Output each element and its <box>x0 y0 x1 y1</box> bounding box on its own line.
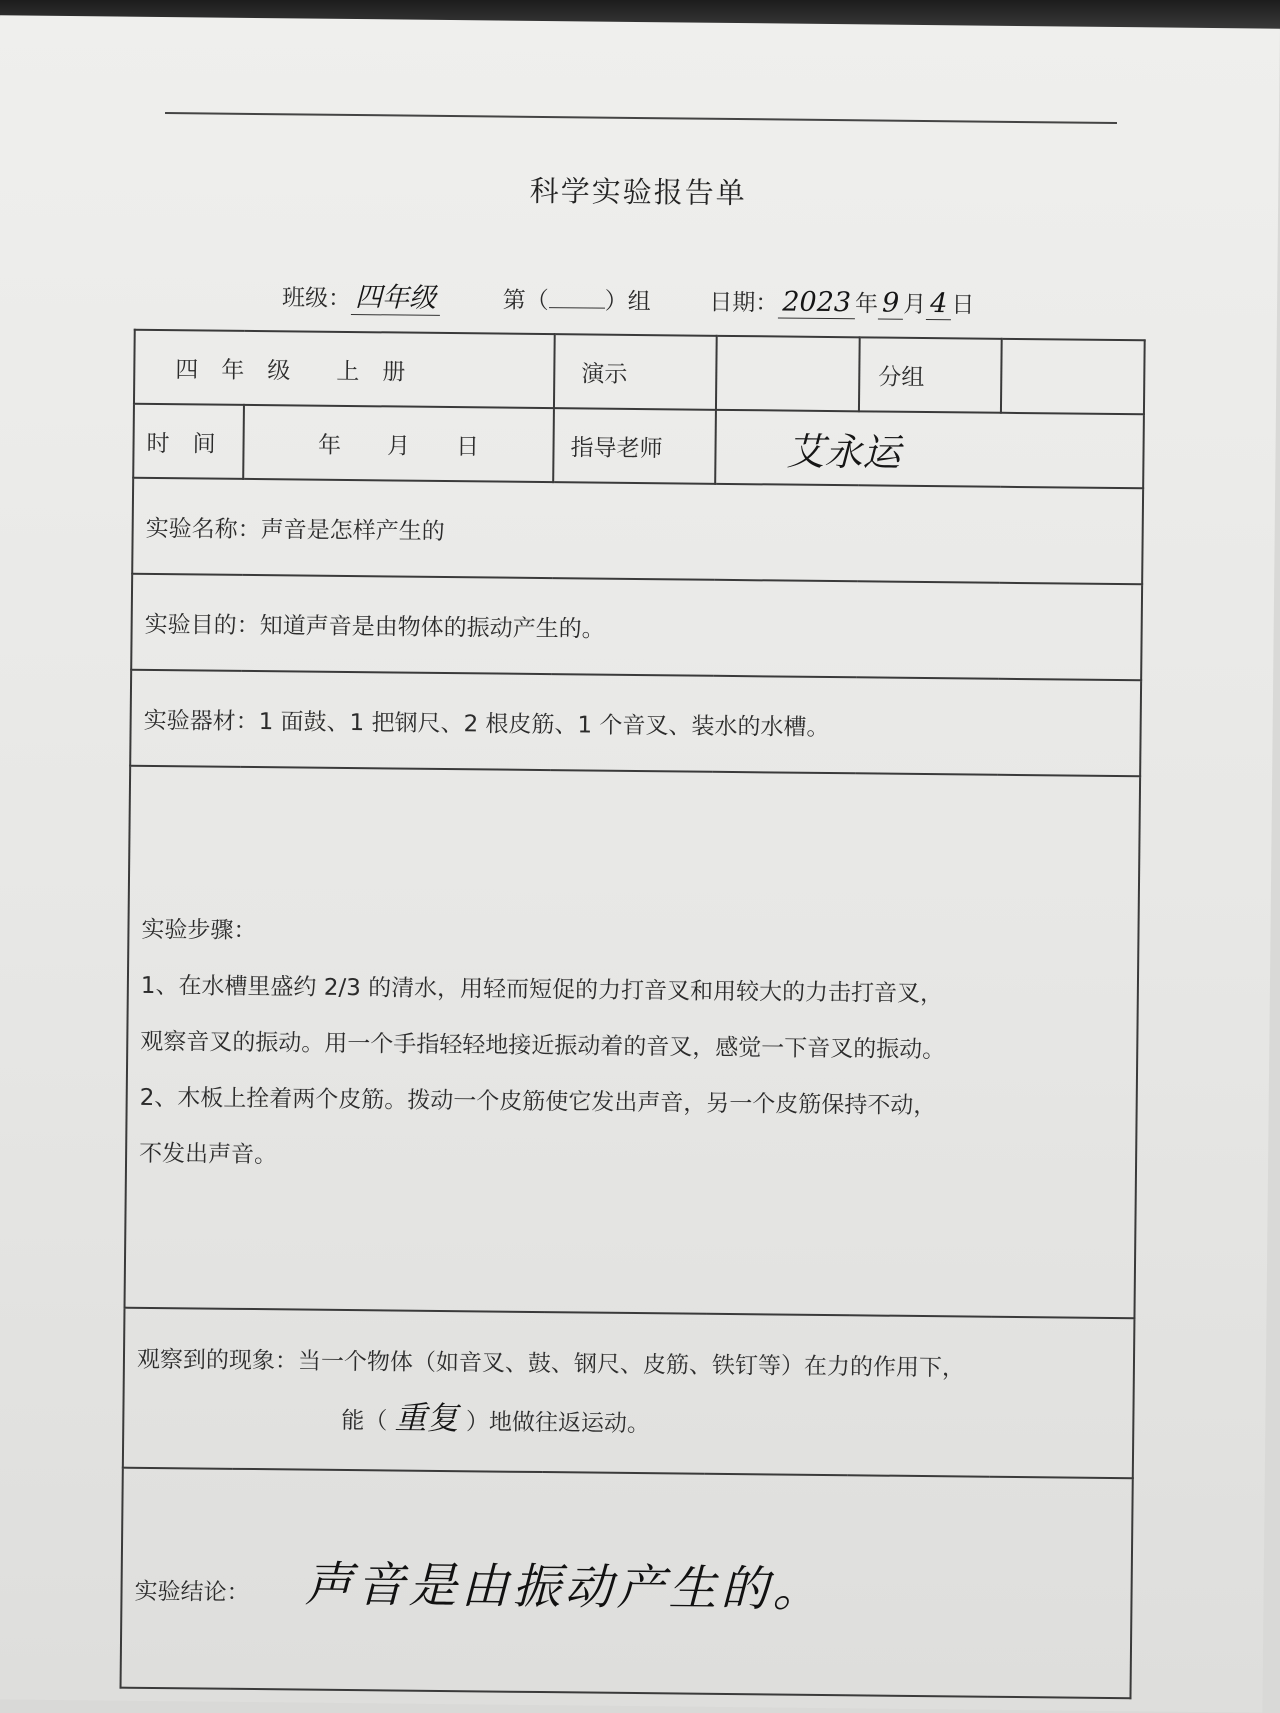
experiment-name-cell <box>132 478 1143 585</box>
observation-row <box>123 1308 1135 1479</box>
steps-label: 实验步骤： <box>141 916 257 945</box>
steps-row <box>125 766 1141 1319</box>
report-sheet <box>0 15 1280 1712</box>
conclusion-cell <box>121 1468 1133 1699</box>
conclusion-text: 声音是由振动产生的。 <box>304 1556 825 1618</box>
observation-suffix: ）地做往返运动。 <box>465 1408 651 1437</box>
group-number <box>549 307 605 309</box>
observation-answer: 重复 <box>394 1398 459 1437</box>
purpose-text: 知道声音是由物体的振动产生的。 <box>259 612 605 643</box>
observation-line2 <box>136 1389 1120 1445</box>
materials-text: 1 面鼓、1 把钢尺、2 根皮筋、1 个音叉、装水的水槽。 <box>258 708 830 741</box>
group-label: 分组 <box>859 337 1002 412</box>
conclusion-row <box>121 1468 1133 1699</box>
observation-prefix: 能（ <box>341 1407 388 1434</box>
step-line: 1、在水槽里盛约 2/3 的清水，用轻而短促的力打音叉和用较大的力击打音叉， <box>140 972 944 1008</box>
step-line: 2、木板上拴着两个皮筋。拨动一个皮筋使它发出声音，另一个皮筋保持不动， <box>139 1084 937 1120</box>
date-day: 4 <box>926 288 952 320</box>
group-prefix: 第（ <box>502 287 549 315</box>
observation-label: 观察到的现象： <box>136 1346 299 1374</box>
date-year-unit: 年 <box>854 291 879 318</box>
teacher-signature-cell <box>715 410 1144 488</box>
header-info-row <box>282 274 975 321</box>
steps-cell <box>125 766 1141 1319</box>
time-label: 时 间 <box>133 404 244 479</box>
report-title: 科学实验报告单 <box>529 173 747 211</box>
materials-row <box>130 670 1141 777</box>
purpose-label: 实验目的： <box>144 611 260 639</box>
step-line: 不发出声音。 <box>138 1140 278 1169</box>
report-table <box>120 329 1146 1700</box>
step-line: 观察音叉的振动。用一个手指轻轻地接近振动着的音叉，感觉一下音叉的振动。 <box>140 1028 946 1064</box>
date-day-unit: 日 <box>951 292 975 319</box>
grade-cell: 四 年 级 上 册 <box>134 330 555 408</box>
top-divider <box>165 112 1117 124</box>
date-month: 9 <box>878 288 904 320</box>
date-year: 2023 <box>778 286 855 319</box>
time-value: 年 月 日 <box>243 405 554 482</box>
group-suffix: ）组 <box>604 288 651 316</box>
materials-cell <box>130 670 1141 777</box>
group-value <box>1001 339 1145 414</box>
purpose-row <box>131 574 1142 681</box>
materials-label: 实验器材： <box>143 707 259 735</box>
experiment-name: 声音是怎样产生的 <box>260 516 445 545</box>
observation-cell <box>123 1308 1135 1479</box>
experiment-name-label: 实验名称： <box>145 515 261 543</box>
grade-row <box>134 330 1145 415</box>
experiment-name-row <box>132 478 1143 585</box>
class-label: 班级： <box>281 285 352 312</box>
demo-value <box>716 336 860 411</box>
date-month-unit: 月 <box>903 291 927 319</box>
date-label: 日期： <box>709 289 779 317</box>
purpose-cell <box>131 574 1142 681</box>
conclusion-label: 实验结论： <box>134 1578 250 1606</box>
class-value: 四年级 <box>351 275 440 316</box>
teacher-signature: 艾永运 <box>786 429 901 475</box>
demo-label: 演示 <box>554 334 717 410</box>
teacher-label: 指导老师 <box>553 408 716 484</box>
time-row <box>133 404 1144 489</box>
observation-line1: 当一个物体（如音叉、鼓、钢尺、皮筋、铁钉等）在力的作用下， <box>297 1347 966 1381</box>
